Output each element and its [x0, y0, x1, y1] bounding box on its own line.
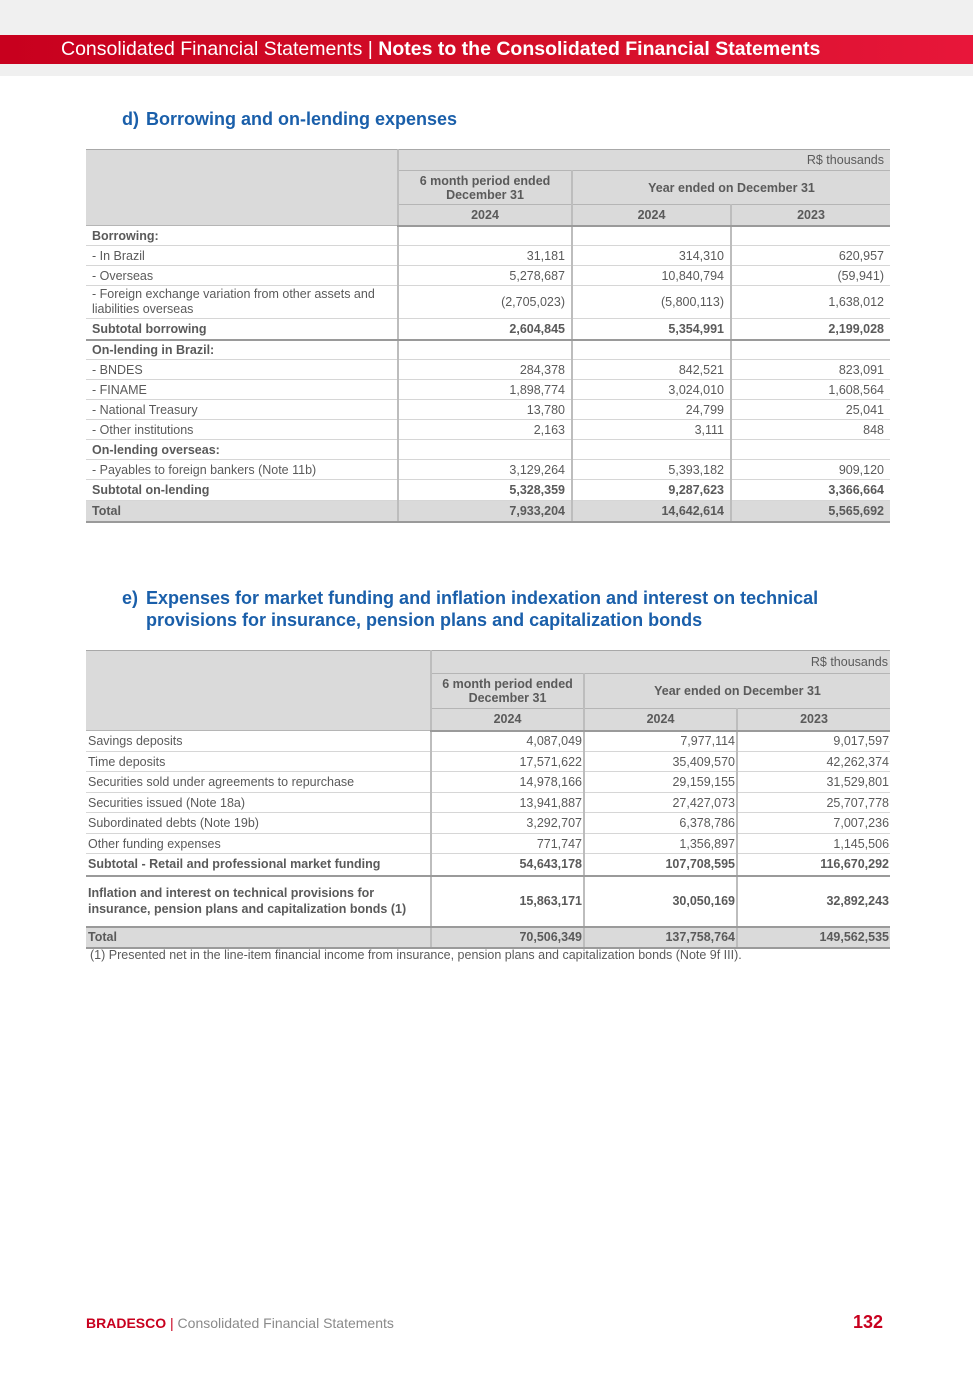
cell-value: 848	[731, 420, 890, 440]
section-e-heading-line2: provisions for insurance, pension plans and capitalization bonds	[146, 610, 703, 630]
cell-value	[731, 340, 890, 360]
cell-value: 3,366,664	[731, 480, 890, 501]
table-row-total	[86, 927, 890, 948]
footer-text: Consolidated Financial Statements	[177, 1315, 394, 1331]
cell-value: 7,977,114	[584, 731, 737, 752]
cell-value: 29,159,155	[584, 772, 737, 793]
col-year-2: 2024	[584, 709, 737, 731]
cell-value: 9,287,623	[572, 480, 731, 501]
cell-value: 7,007,236	[737, 813, 890, 834]
section-e-title	[122, 587, 892, 631]
col-year-3: 2023	[731, 205, 890, 226]
cell-value: (59,941)	[731, 266, 890, 286]
row-label: Subtotal on-lending	[86, 480, 398, 501]
cell-value: 2,199,028	[731, 319, 890, 340]
row-label: - Overseas	[86, 266, 398, 286]
cell-value: 909,120	[731, 460, 890, 480]
table-row	[86, 480, 890, 501]
cell-value: 25,707,778	[737, 793, 890, 813]
cell-value: 3,129,264	[398, 460, 572, 480]
cell-value: 1,608,564	[731, 380, 890, 400]
row-label: Subtotal borrowing	[86, 319, 398, 340]
cell-value: 3,111	[572, 420, 731, 440]
footer	[86, 1315, 394, 1331]
table-row	[86, 460, 890, 480]
row-label: On-lending in Brazil:	[86, 340, 398, 360]
col-year-2: 2024	[572, 205, 731, 226]
cell-value: 9,017,597	[737, 731, 890, 752]
table-row	[86, 813, 890, 834]
cell-value: 30,050,169	[584, 876, 737, 927]
units-label: R$ thousands	[398, 150, 890, 171]
cell-value: 314,310	[572, 246, 731, 266]
cell-value	[398, 340, 572, 360]
header-title: Notes to the Consolidated Financial Statements	[378, 38, 821, 60]
col-group-6-month: 6 month period ended December 31	[398, 171, 572, 205]
table-row	[86, 752, 890, 772]
row-label: - FINAME	[86, 380, 398, 400]
cell-value: 5,328,359	[398, 480, 572, 501]
row-label: - BNDES	[86, 360, 398, 380]
cell-value: 15,863,171	[431, 876, 584, 927]
row-label: Savings deposits	[86, 731, 431, 752]
row-label: Total	[86, 501, 398, 522]
section-d-heading: Borrowing and on-lending expenses	[146, 109, 458, 129]
cell-value	[731, 440, 890, 460]
borrowing-expenses-table	[86, 149, 890, 523]
page-number: 132	[853, 1312, 884, 1332]
cell-value: 14,642,614	[572, 501, 731, 522]
cell-value: 107,708,595	[584, 854, 737, 876]
row-label: Securities sold under agreements to repurchase	[86, 772, 431, 793]
row-label: Subtotal - Retail and professional market funding	[86, 854, 431, 876]
cell-value: 2,163	[398, 420, 572, 440]
col-group-year: Year ended on December 31	[584, 674, 890, 709]
cell-value: 14,978,166	[431, 772, 584, 793]
cell-value: 3,024,010	[572, 380, 731, 400]
footer-separator: |	[170, 1315, 174, 1331]
header-separator: |	[367, 38, 373, 60]
cell-value: 620,957	[731, 246, 890, 266]
cell-value: 116,670,292	[737, 854, 890, 876]
table-row	[86, 793, 890, 813]
cell-value	[398, 440, 572, 460]
row-label: Borrowing:	[86, 226, 398, 246]
cell-value: 10,840,794	[572, 266, 731, 286]
header-section: Consolidated Financial Statements	[61, 38, 363, 60]
cell-value: 42,262,374	[737, 752, 890, 772]
cell-value: 13,941,887	[431, 793, 584, 813]
col-year-3: 2023	[737, 709, 890, 731]
table-row	[86, 876, 890, 927]
cell-value: 823,091	[731, 360, 890, 380]
row-label: Time deposits	[86, 752, 431, 772]
cell-value: 32,892,243	[737, 876, 890, 927]
table-row	[86, 731, 890, 752]
cell-value: 5,565,692	[731, 501, 890, 522]
cell-value: 27,427,073	[584, 793, 737, 813]
table-row	[86, 854, 890, 876]
cell-value: 6,378,786	[584, 813, 737, 834]
cell-value	[572, 340, 731, 360]
cell-value: 13,780	[398, 400, 572, 420]
market-funding-expenses-table	[86, 650, 890, 949]
cell-value: (5,800,113)	[572, 286, 731, 319]
row-label: Other funding expenses	[86, 834, 431, 854]
row-label: - National Treasury	[86, 400, 398, 420]
row-label: Total	[86, 927, 431, 948]
table-row-total	[86, 501, 890, 522]
section-d-label: d)	[122, 109, 139, 129]
cell-value: 2,604,845	[398, 319, 572, 340]
cell-value: 5,393,182	[572, 460, 731, 480]
cell-value: 1,145,506	[737, 834, 890, 854]
section-d-title	[122, 108, 882, 130]
row-label: - Other institutions	[86, 420, 398, 440]
cell-value: 1,356,897	[584, 834, 737, 854]
cell-value: 284,378	[398, 360, 572, 380]
table-row	[86, 440, 890, 460]
row-label: - Foreign exchange variation from other assets and liabilities overseas	[86, 286, 398, 319]
table-row	[86, 400, 890, 420]
row-label: Inflation and interest on technical provisions for insurance, pension plans and capitalization bonds (1)	[86, 876, 431, 927]
table-row	[86, 266, 890, 286]
cell-value: 25,041	[731, 400, 890, 420]
cell-value: (2,705,023)	[398, 286, 572, 319]
cell-value	[731, 226, 890, 246]
cell-value: 31,181	[398, 246, 572, 266]
table-row	[86, 360, 890, 380]
row-label: - In Brazil	[86, 246, 398, 266]
table-row	[86, 226, 890, 246]
cell-value	[398, 226, 572, 246]
section-e-heading-line1: Expenses for market funding and inflation indexation and interest on technical	[146, 588, 819, 608]
footnote: (1) Presented net in the line-item financial income from insurance, pension plans and capitalization bonds (Note 9f III).	[90, 948, 742, 962]
table-row	[86, 834, 890, 854]
row-label: - Payables to foreign bankers (Note 11b)	[86, 460, 398, 480]
cell-value: 70,506,349	[431, 927, 584, 948]
cell-value	[572, 226, 731, 246]
cell-value: 54,643,178	[431, 854, 584, 876]
row-label: On-lending overseas:	[86, 440, 398, 460]
row-label: Securities issued (Note 18a)	[86, 793, 431, 813]
cell-value: 771,747	[431, 834, 584, 854]
section-e-label: e)	[122, 588, 139, 608]
header-banner	[0, 35, 973, 64]
cell-value: 842,521	[572, 360, 731, 380]
units-label: R$ thousands	[431, 651, 890, 674]
table-row	[86, 286, 890, 319]
table-row	[86, 772, 890, 793]
cell-value: 17,571,622	[431, 752, 584, 772]
table-row	[86, 340, 890, 360]
cell-value: 5,278,687	[398, 266, 572, 286]
header-blank-cell	[86, 651, 431, 731]
col-year-1: 2024	[431, 709, 584, 731]
row-label: Subordinated debts (Note 19b)	[86, 813, 431, 834]
table-row	[86, 420, 890, 440]
table-row	[86, 380, 890, 400]
cell-value: 24,799	[572, 400, 731, 420]
cell-value	[572, 440, 731, 460]
cell-value: 1,638,012	[731, 286, 890, 319]
cell-value: 31,529,801	[737, 772, 890, 793]
header-blank-cell	[86, 150, 398, 226]
cell-value: 35,409,570	[584, 752, 737, 772]
footer-brand: BRADESCO	[86, 1315, 167, 1331]
col-group-year: Year ended on December 31	[572, 171, 890, 205]
table-row	[86, 246, 890, 266]
cell-value: 1,898,774	[398, 380, 572, 400]
col-group-6-month: 6 month period ended December 31	[431, 674, 584, 709]
cell-value: 5,354,991	[572, 319, 731, 340]
col-year-1: 2024	[398, 205, 572, 226]
table-row	[86, 319, 890, 340]
cell-value: 137,758,764	[584, 927, 737, 948]
cell-value: 3,292,707	[431, 813, 584, 834]
cell-value: 4,087,049	[431, 731, 584, 752]
cell-value: 149,562,535	[737, 927, 890, 948]
cell-value: 7,933,204	[398, 501, 572, 522]
